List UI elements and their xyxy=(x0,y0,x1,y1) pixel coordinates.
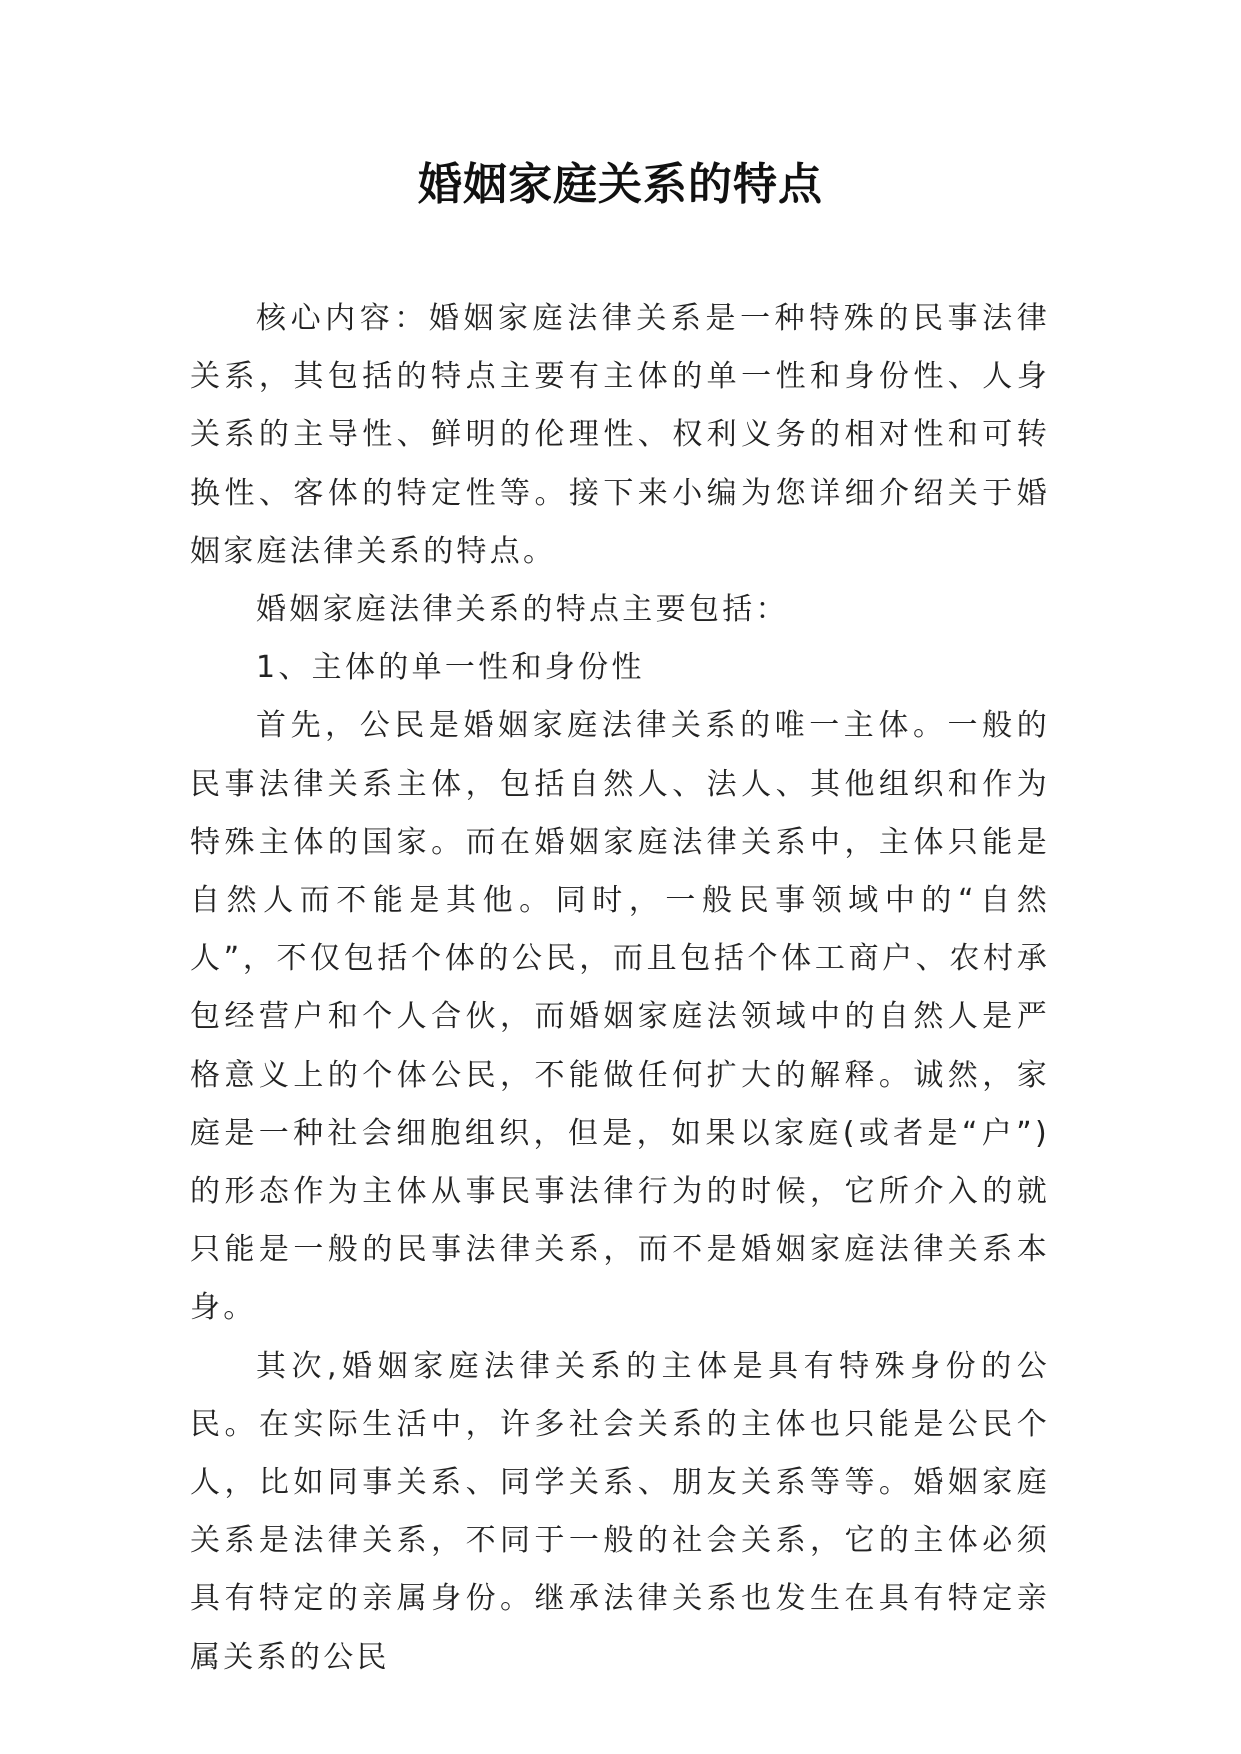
paragraph-first: 首先，公民是婚姻家庭法律关系的唯一主体。一般的民事法律关系主体，包括自然人、法人、其他组织和作为特殊主体的国家。而在婚姻家庭法律关系中，主体只能是自然人而不能是其他。同时，一般民事领域中的“自然人”，不仅包括个体的公民，而且包括个体工商户、农村承包经营户和个人合伙，而婚姻家庭法领域中的自然人是严格意义上的个体公民，不能做任何扩大的解释。诚然，家庭是一种社会细胞组织，但是，如果以家庭(或者是“户”)的形态作为主体从事民事法律行为的时候，它所介入的就只能是一般的民事法律关系，而不是婚姻家庭法律关系本身。 xyxy=(190,708,1050,1326)
paragraph-second: 其次,婚姻家庭法律关系的主体是具有特殊身份的公民。在实际生活中，许多社会关系的主体也只能是公民个人，比如同事关系、同学关系、朋友关系等等。婚姻家庭关系是法律关系，不同于一般的社会关系，它的主体必须具有特定的亲属身份。继承法律关系也发生在具有特定亲属关系的公民 xyxy=(190,1348,1050,1675)
section-heading-1: 1、主体的单一性和身份性 xyxy=(256,650,645,686)
document-title: 婚姻家庭关系的特点 xyxy=(418,159,823,210)
document-body xyxy=(190,290,1050,1687)
paragraph-features-intro: 婚姻家庭法律关系的特点主要包括： xyxy=(256,592,789,628)
paragraph-core-content: 核心内容：婚姻家庭法律关系是一种特殊的民事法律关系，其包括的特点主要有主体的单一性和身份性、人身关系的主导性、鲜明的伦理性、权利义务的相对性和可转换性、客体的特定性等。接下来小编为您详细介绍关于婚姻家庭法律关系的特点。 xyxy=(190,301,1050,569)
